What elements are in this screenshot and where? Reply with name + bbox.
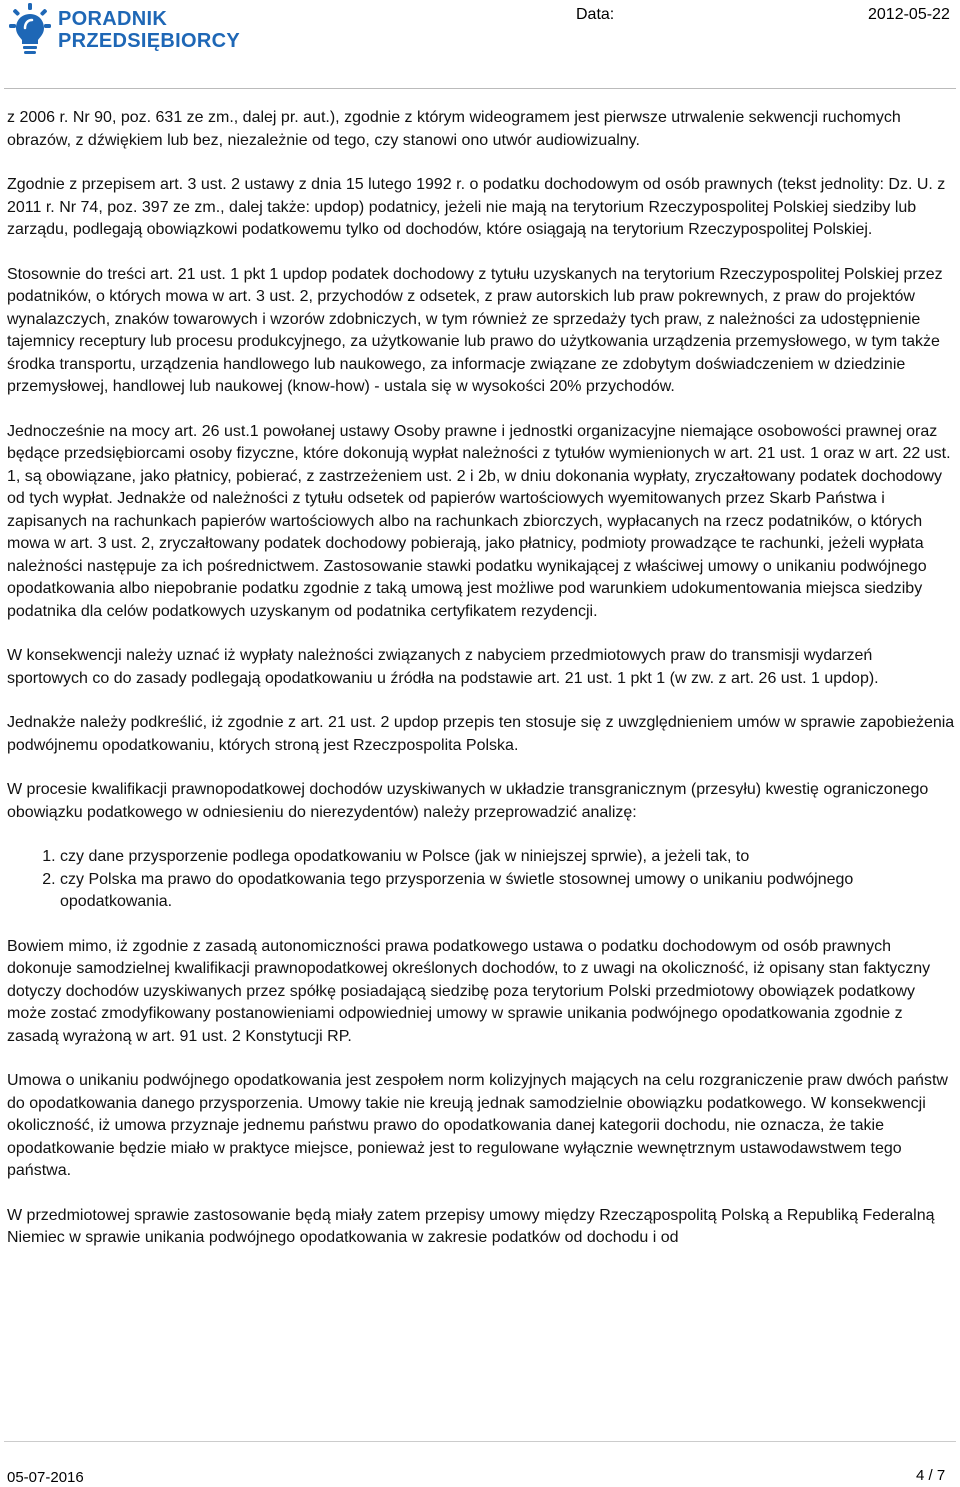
logo-text xyxy=(58,8,240,52)
paragraph: Jednakże należy podkreślić, iż zgodnie z art. 21 ust. 2 updop przepis ten stosuje się z uwzględnieniem umów w sprawie zapobieżenia podwójnemu opodatkowaniu, których stroną jest Rzeczpospolita Polska. xyxy=(7,714,955,754)
date-label: Data: xyxy=(576,6,615,23)
page-header xyxy=(0,0,960,92)
paragraph: W procesie kwalifikacji prawnopodatkowej dochodów uzyskiwanych w układzie transgranicznym (przesyłu) kwestię ograniczonego obowiązku podatkowego w odniesieniu do nierezydentów) należy przeprowadzić analizę: xyxy=(7,781,929,821)
paragraph: Zgodnie z przepisem art. 3 ust. 2 ustawy z dnia 15 lutego 1992 r. o podatku dochodowym od osób prawnych (tekst jednolity: Dz. U. z 2011 r. Nr 74, poz. 397 ze zm., dalej także: updop) podatnicy, jeżeli nie mają na terytorium Rzeczypospolitej Polskiej siedziby lub zarządu, podlegają obowiązkowi podatkowemu tylko od dochodów, które osiągają na terytorium Rzeczypospolitej Polskiej. xyxy=(7,176,946,238)
paragraph: W konsekwencji należy uznać iż wypłaty należności związanych z nabyciem przedmiotowych praw do transmisji wydarzeń sportowych co do zasady podlegają opodatkowaniu u źródła na podstawie art. 21 ust. 1 pkt 1 (w zw. z art. 26 ust. 1 updop). xyxy=(7,647,879,687)
paragraph: Stosownie do treści art. 21 ust. 1 pkt 1 updop podatek dochodowy z tytułu uzyskanych na terytorium Rzeczypospolitej Polskiej przez podatników, o których mowa w art. 3 ust. 2, przychodów z odsetek, z praw autorskich lub praw pokrewnych, z praw do projektów wynalazczych, znaków towarowych i wzorów zdobniczych, w tym również ze sprzedaży tych praw, z należności za udostępnienie tajemnicy receptury lub procesu produkcyjnego, za użytkowanie lub prawo do użytkowania urządzenia przemysłowego, w tym także środka transportu, urządzenia handlowego lub naukowego, za informacje związane ze zdobytym doświadczeniem w dziedzinie przemysłowej, handlowej lub naukowej (know-how) - ustala się w wysokości 20% przychodów. xyxy=(7,265,943,395)
date-value: 2012-05-22 xyxy=(868,6,950,23)
paragraph: Jednocześnie na mocy art. 26 ust.1 powołanej ustawy Osoby prawne i jednostki organizacyjne niemające osobowości prawnej oraz będące przedsiębiorcami osoby fizyczne, które dokonują wypłat należności z tytułów wymienionych w art. 21 ust. 1 oraz w art. 22 ust. 1, są obowiązane, jako płatnicy, pobierać, z zastrzeżeniem ust. 2 i 2b, w dniu dokonania wypłaty, zryczałtowany podatek dochodowy od tych wypłat. Jednakże od należności z tytułu odsetek od papierów wartościowych wyemitowanych przez Skarb Państwa i zapisanych na rachunkach papierów wartościowych albo na rachunkach zbiorczych, wypłacanych na rzecz podatników, o których mowa w art. 3 ust. 2, zryczałtowany podatek dochodowy pobierają, jako płatnicy, podmioty prowadzące te rachunki, jeżeli wypłata należności następuje za ich pośrednictwem. Zastosowanie stawki podatku wynikającej z właściwej umowy o unikaniu podwójnego opodatkowania albo niepobranie podatku zgodnie z taką umową jest możliwe pod warunkiem udokumentowania miejsca siedziby podatnika dla celów podatkowych uzyskanym od podatnika certyfikatem rezydencji. xyxy=(7,422,951,620)
paragraph: z 2006 r. Nr 90, poz. 631 ze zm., dalej pr. aut.), zgodnie z którym wideogramem jest pierwsze utrwalenie sekwencji ruchomych obrazów, z dźwiękiem lub bez, niezależnie od tego, czy stanowi ono utwór audiowizualny. xyxy=(7,109,901,149)
paragraph: Umowa o unikaniu podwójnego opodatkowania jest zespołem norm kolizyjnych mających na celu rozgraniczenie praw dwóch państw do opodatkowania danego przysporzenia. Umowy takie nie kreują jednak samodzielnie obowiązku podatkowego. W konsekwencji okoliczność, iż umowa przyznaje jednemu państwu prawo do opodatkowania danej kategorii dochodu, nie oznacza, że takie opodatkowanie będzie miało w praktyce miejsce, ponieważ jest to regulowane wyłącznie wewnętrznym ustawodawstwem tego państwa. xyxy=(7,1072,948,1179)
paragraph: W przedmiotowej sprawie zastosowanie będą miały zatem przepisy umowy między Rzecząpospolitą Polską a Republiką Federalną Niemiec w sprawie unikania podwójnego opodatkowania w zakresie podatków od dochodu i od xyxy=(7,1206,935,1246)
header-divider xyxy=(4,88,956,89)
analysis-list xyxy=(7,846,955,914)
footer-divider xyxy=(4,1441,956,1442)
article-body xyxy=(7,107,955,1272)
list-item: 2. czy Polska ma prawo do opodatkowania tego przysporzenia w świetle stosownej umowy o unikaniu podwójnego opodatkowania. xyxy=(60,869,955,914)
list-item: 1. czy dane przysporzenie podlega opodatkowaniu w Polsce (jak w niniejszej sprwie), a jeżeli tak, to xyxy=(60,846,955,869)
logo-line-1: PORADNIK xyxy=(58,8,168,30)
poradnik-przedsiebiorcy-logo[interactable] xyxy=(8,2,241,60)
lightbulb-icon xyxy=(8,2,52,58)
paragraph: Bowiem mimo, iż zgodnie z zasadą autonomiczności prawa podatkowego ustawa o podatku dochodowym od osób prawnych dokonuje samodzielnej kwalifikacji prawnopodatkowej określonych dochodów, to z uwagi na okoliczność, iż opisany stan faktyczny dotyczy dochodów uzyskiwanych przez spółkę posiadającą siedzibę poza terytorium Polski przedmiotowy obowiązek podatkowy może zostać zmodyfikowany postanowieniami odpowiedniej umowy w sprawie unikania podwójnego opodatkowania zgodnie z zasadą wyrażoną w art. 91 ust. 2 Konstytucji RP. xyxy=(7,937,931,1045)
footer-date: 05-07-2016 xyxy=(7,1469,84,1486)
logo-line-2: PRZEDSIĘBIORCY xyxy=(58,30,241,52)
page-number: 4 / 7 xyxy=(916,1467,946,1484)
